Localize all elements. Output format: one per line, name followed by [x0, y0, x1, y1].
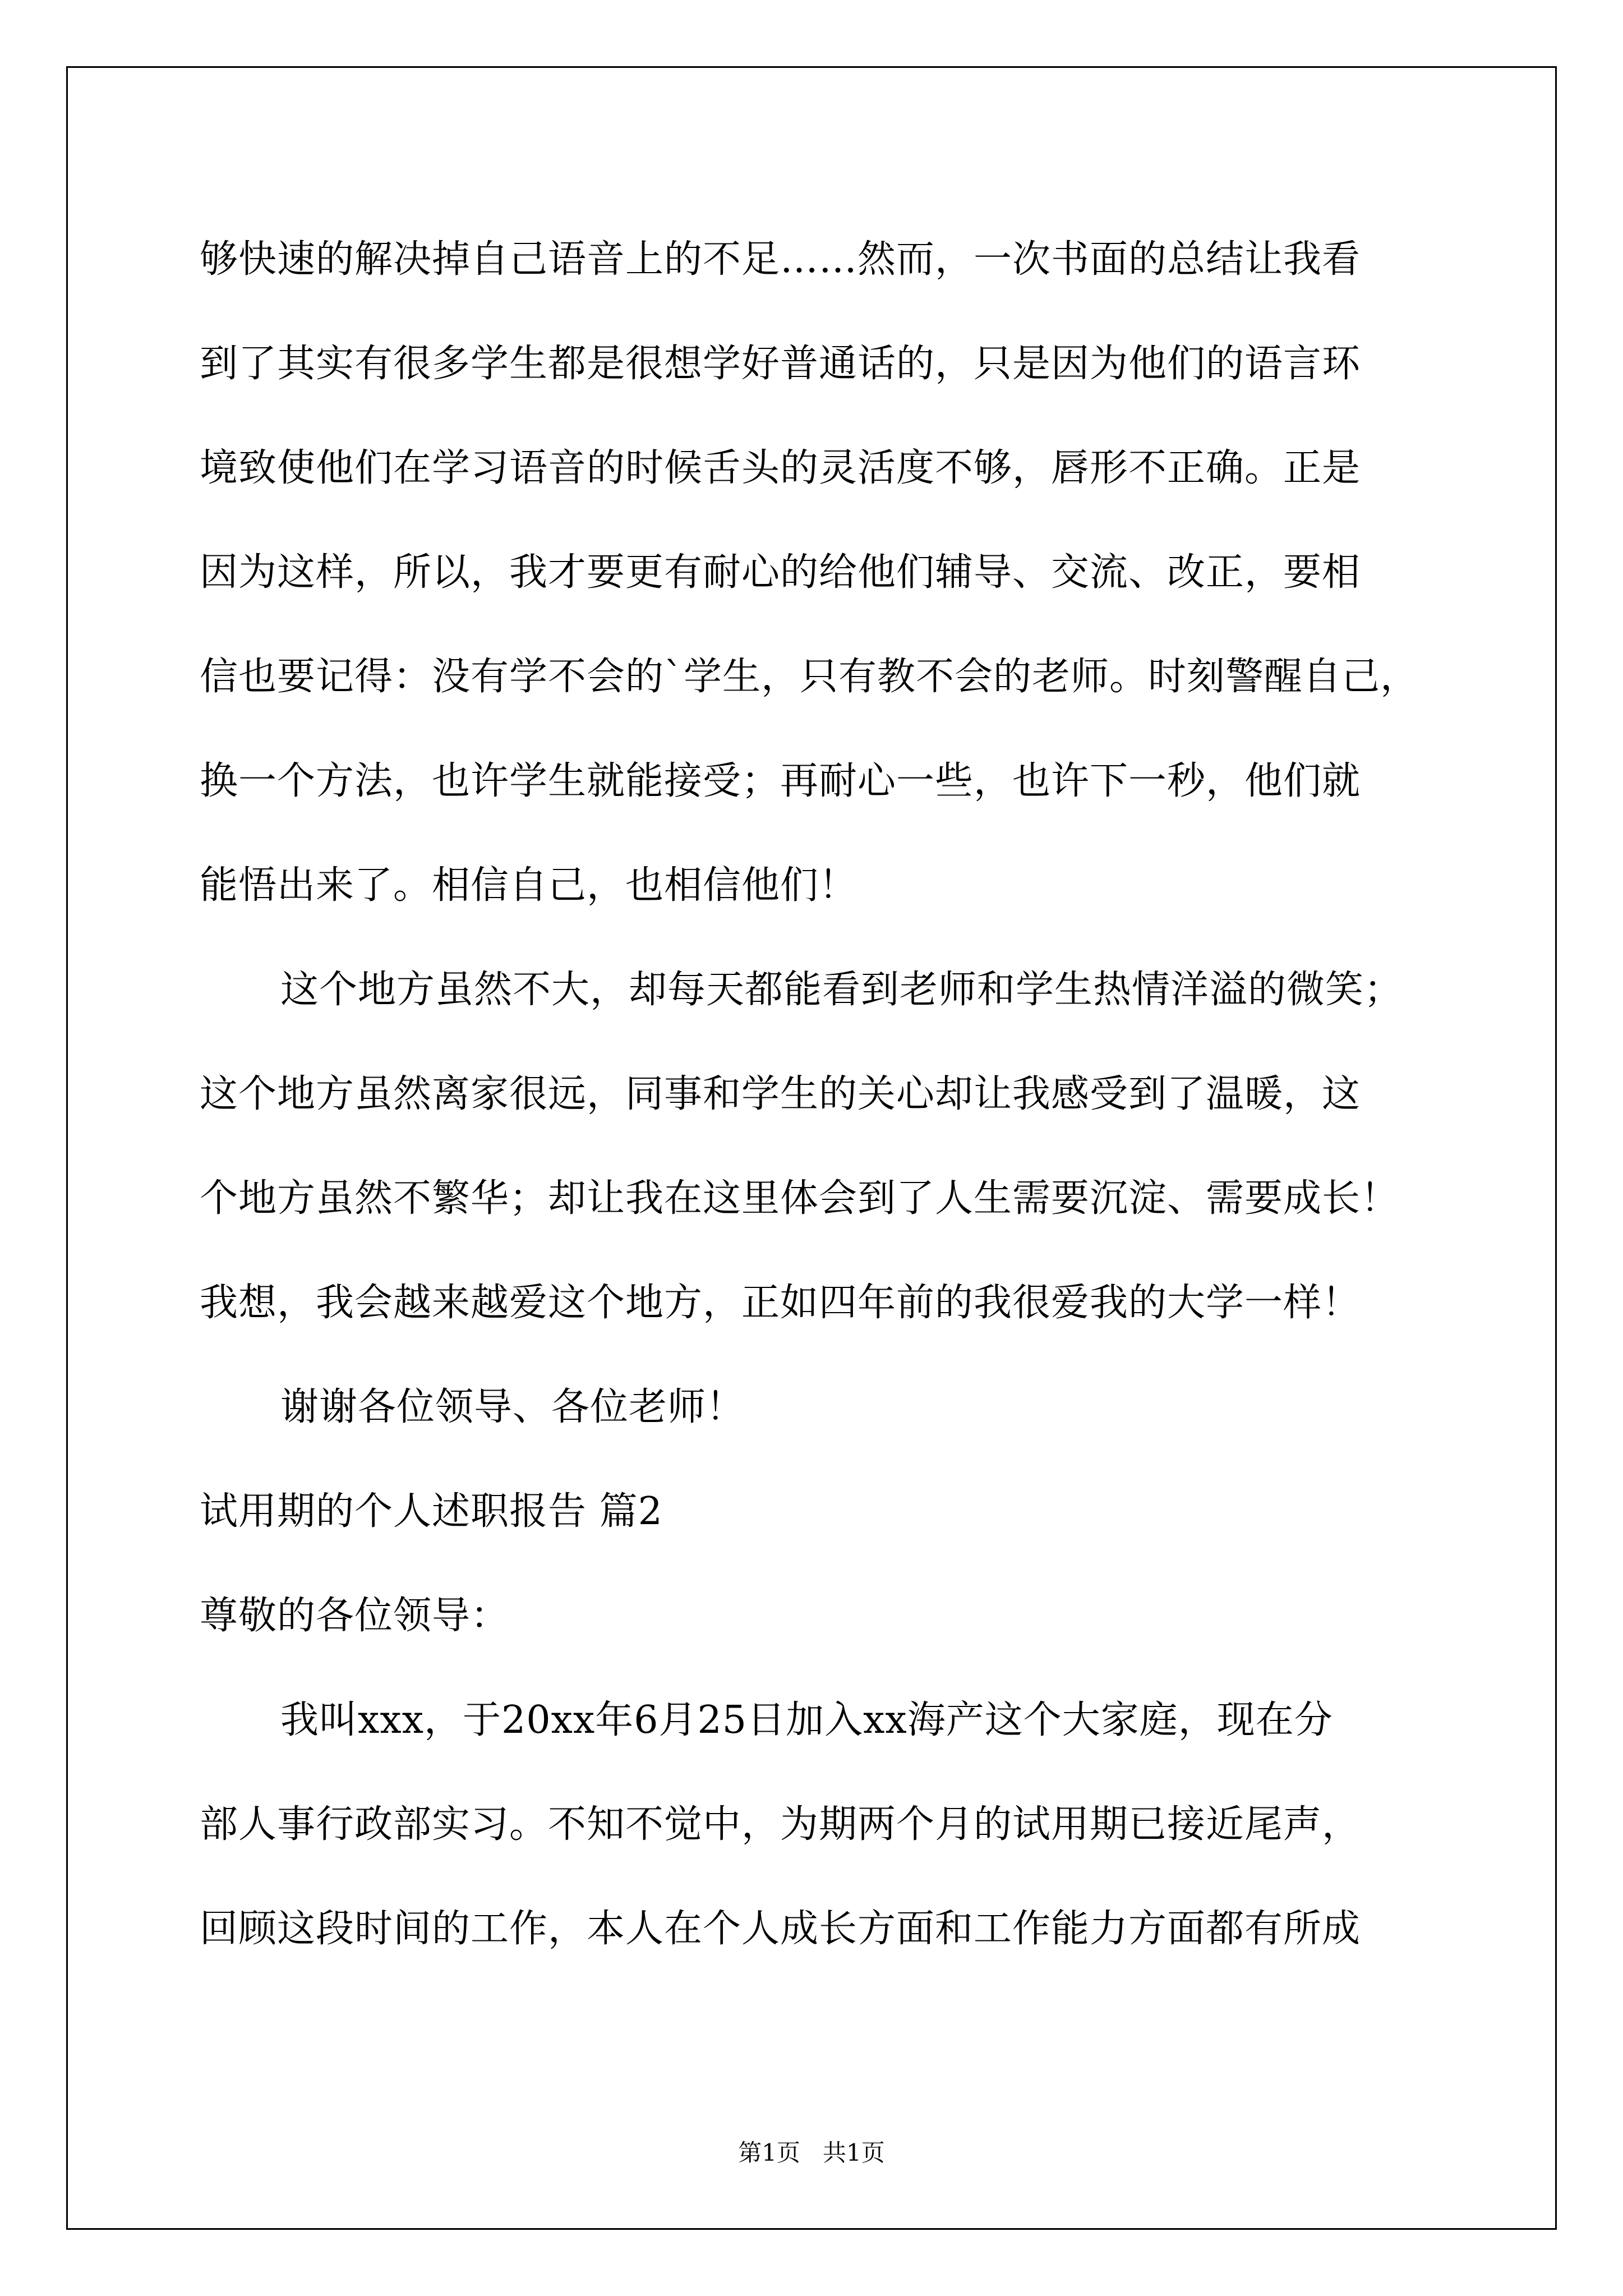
text-line: 换一个方法，也许学生就能接受；再耐心一些，也许下一秒，他们就 — [200, 759, 1361, 803]
text-line: 这个地方虽然离家很远，同事和学生的关心却让我感受到了温暖，这 — [200, 1072, 1361, 1116]
text-line: 我叫xxx，于20xx年6月25日加入xx海产这个大家庭，现在分 — [280, 1698, 1333, 1742]
text-line: 我想，我会越来越爱这个地方，正如四年前的我很爱我的大学一样！ — [200, 1281, 1361, 1325]
text-line: 回顾这段时间的工作，本人在个人成长方面和工作能力方面都有所成 — [200, 1907, 1361, 1951]
text-line: 信也要记得：没有学不会的`学生，只有教不会的老师。时刻警醒自己， — [200, 655, 1419, 699]
text-line: 境致使他们在学习语音的时候舌头的灵活度不够，唇形不正确。正是 — [200, 446, 1361, 490]
text-line: 个地方虽然不繁华；却让我在这里体会到了人生需要沉淀、需要成长！ — [200, 1176, 1400, 1221]
section-heading: 试用期的个人述职报告 篇2 — [200, 1489, 663, 1534]
text-line: 能悟出来了。相信自己，也相信他们！ — [200, 863, 858, 908]
text-line: 因为这样，所以，我才要更有耐心的给他们辅导、交流、改正，要相 — [200, 550, 1361, 595]
salutation: 尊敬的各位领导： — [200, 1594, 510, 1638]
text-line: 部人事行政部实习。不知不觉中，为期两个月的试用期已接近尾声， — [200, 1802, 1361, 1847]
text-line: 够快速的解决掉自己语音上的不足……然而，一次书面的总结让我看 — [200, 237, 1361, 282]
document-body — [200, 208, 1433, 1981]
text-line: 到了其实有很多学生都是很想学好普通话的，只是因为他们的语言环 — [200, 342, 1361, 386]
text-line: 谢谢各位领导、各位老师！ — [280, 1385, 745, 1429]
text-line: 这个地方虽然不大，却每天都能看到老师和学生热情洋溢的微笑； — [280, 968, 1403, 1012]
page-footer: 第1页 共1页 — [738, 2139, 885, 2166]
